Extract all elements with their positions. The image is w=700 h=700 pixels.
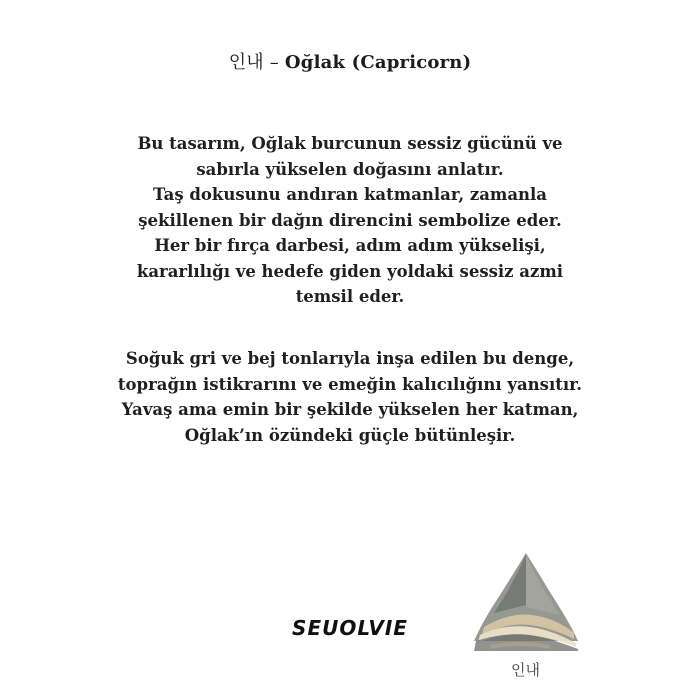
description-paragraph-2 [0,346,700,448]
text-line: Her bir fırça darbesi, adım adım yükselişi, [154,236,546,255]
text-line: kararlılığı ve hedefe giden yoldaki sessiz azmi [136,261,564,281]
title-name: Oğlak (Capricorn) [284,52,472,73]
text-line: sabırla yükselen doğasını anlatır. [196,159,504,179]
text-line: Bu tasarım, Oğlak burcunun sessiz gücünü ve [137,134,563,153]
text-line: Yavaş ama emin bir şekilde yükselen her katman, [121,400,579,419]
text-line: şekillenen bir dağın direncini sembolize eder. [138,210,562,230]
text-line: temsil eder. [295,287,405,306]
title-korean: 인내 [228,52,264,73]
page-title [0,48,700,74]
text-line: Taş dokusunu andıran katmanlar, zamanla [152,185,548,204]
text-line: Soğuk gri ve bej tonlarıyla inşa edilen bu denge, [125,349,575,368]
description-paragraph-1 [0,131,700,310]
artist-signature: 인내 [511,661,540,679]
text-line: Oğlak’ın özündeki güçle bütünleşir. [184,425,516,445]
mountain-artwork [470,545,580,655]
brand-logo: SEUOLVIE [292,616,408,640]
title-dash: – [269,52,279,73]
text-line: toprağın istikrarını ve emeğin kalıcılığını yansıtır. [117,374,583,394]
